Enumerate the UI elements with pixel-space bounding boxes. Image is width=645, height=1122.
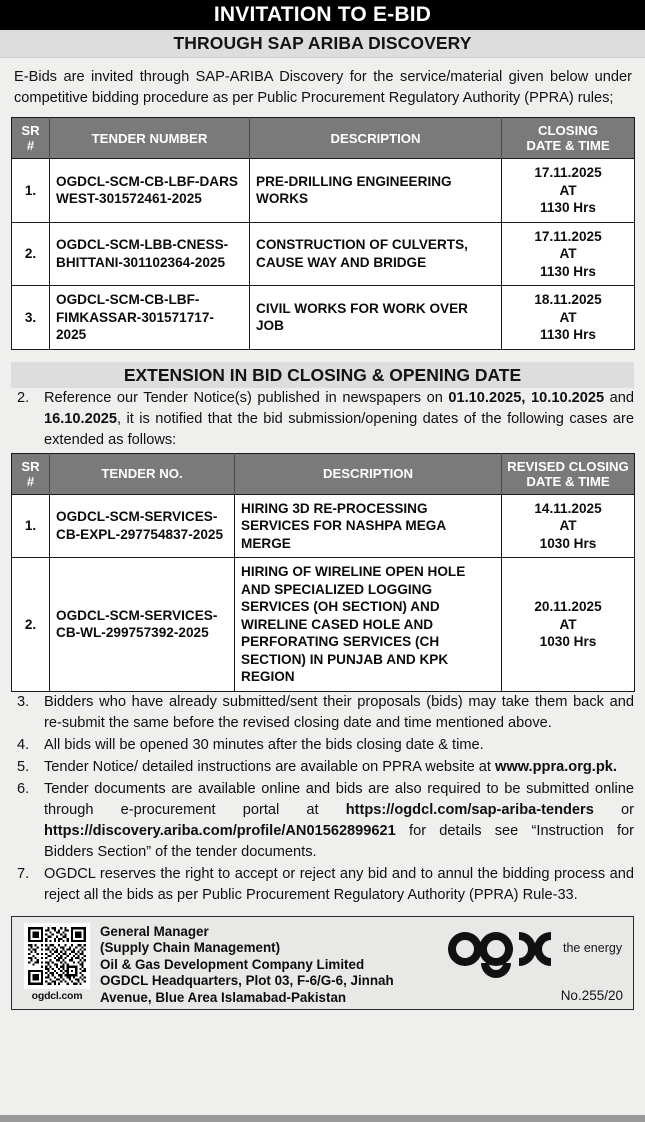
table-row — [12, 494, 635, 558]
list-item — [11, 757, 634, 778]
cell-sr: 1. — [12, 494, 50, 558]
qr-code-wrapper — [20, 923, 94, 1002]
table-row — [12, 159, 635, 223]
cell-tender-number: OGDCL-SCM-SERVICES-CB-EXPL-297754837-2025 — [50, 494, 235, 558]
table-header-row — [12, 118, 635, 159]
cell-tender-number: OGDCL-SCM-CB-LBF-FIMKASSAR-301571717-2025 — [50, 286, 250, 350]
address-line: Oil & Gas Development Company Limited — [100, 956, 365, 972]
ogdcl-portal-link[interactable]: https://ogdcl.com/sap-ariba-tenders — [345, 801, 594, 818]
cell-description: HIRING 3D RE-PROCESSING SERVICES FOR NASHPA MEGA MERGE — [235, 494, 502, 558]
address-line: Avenue, Blue Area Islamabad-Pakistan — [100, 989, 347, 1005]
list-item-text: Tender Notice/ detailed instructions are available on PPRA website at — [44, 758, 496, 775]
list-item-number: 2. — [17, 389, 30, 406]
cell-closing-date — [502, 286, 635, 350]
cell-closing-date — [502, 159, 635, 223]
tender-table-1-wrapper — [11, 117, 634, 350]
address-line: OGDCL Headquarters, Plot 03, F-6/G-6, Jinnah — [100, 973, 394, 988]
column-header-revised-closing-date — [502, 453, 635, 494]
ext-para-part1: Reference our Tender Notice(s) published in newspapers on — [44, 389, 449, 406]
column-header-sr — [12, 118, 50, 159]
list-item — [11, 692, 634, 734]
sr-line-1: SR — [21, 123, 40, 138]
closing-at-label: AT — [559, 246, 577, 261]
extension-note-list — [11, 388, 634, 451]
ogdcl-logo-icon — [443, 927, 561, 992]
address-line: General Manager — [100, 923, 209, 939]
tender-table-2 — [11, 453, 635, 692]
sr-line-1: SR — [21, 458, 40, 474]
revised-closing-line-2: DATE & TIME — [526, 473, 610, 489]
list-item-tail: for details see “Instruction for Bidders Section” of the tender documents. — [44, 822, 634, 860]
ext-date-3: 16.10.2025 — [44, 410, 118, 427]
list-item — [11, 735, 634, 756]
closing-time-value: 1030 Hrs — [539, 634, 597, 649]
table-row — [12, 222, 635, 286]
cell-sr: 2. — [12, 558, 50, 692]
page-subtitle: THROUGH SAP ARIBA DISCOVERY — [0, 30, 645, 58]
ariba-discovery-link[interactable]: https://discovery.ariba.com/profile/AN01562899621 — [44, 822, 396, 839]
list-item — [11, 864, 634, 906]
closing-date-value: 17.11.2025 — [534, 228, 602, 244]
closing-at-label: AT — [559, 309, 577, 325]
column-header-tender-number: TENDER NUMBER — [50, 118, 250, 159]
document-body — [0, 67, 645, 906]
closing-at-label: AT — [559, 518, 577, 533]
cell-description: CIVIL WORKS FOR WORK OVER JOB — [250, 286, 502, 350]
list-item-number: 3. — [17, 693, 30, 710]
cell-closing-date — [502, 222, 635, 286]
list-item-number: 6. — [17, 780, 30, 797]
list-item-text: Bidders who have already submitted/sent their proposals (bids) may take them back and re-submit the same before the revised closing date and time mentioned above. — [44, 693, 634, 731]
closing-date-value: 20.11.2025 — [534, 599, 602, 614]
qr-code-icon[interactable] — [24, 923, 90, 989]
bottom-strip — [0, 1115, 645, 1122]
address-line: (Supply Chain Management) — [100, 940, 281, 955]
column-header-sr — [12, 453, 50, 494]
list-item-text: All bids will be opened 30 minutes after the bids closing date & time. — [44, 736, 484, 753]
ogdcl-logo-zone — [435, 925, 625, 1005]
cell-sr: 2. — [12, 222, 50, 286]
notes-list — [11, 692, 634, 906]
list-item-mid: or — [593, 801, 634, 818]
table-row — [12, 558, 635, 692]
closing-time-value: 1130 Hrs — [540, 263, 596, 279]
list-item-text: Tender documents are available online and bids are also required to be submitted online through e-procurement portal at — [44, 780, 634, 818]
ext-date-2: 10.10.2025 — [531, 389, 605, 406]
extension-section-title: EXTENSION IN BID CLOSING & OPENING DATE — [11, 362, 634, 388]
tender-table-2-wrapper — [11, 453, 634, 692]
list-item — [11, 388, 634, 451]
table-row — [12, 286, 635, 350]
list-item-number: 5. — [17, 758, 30, 775]
issue-number: No.255/20 — [560, 987, 623, 1003]
cell-tender-number: OGDCL-SCM-CB-LBF-DARS WEST-301572461-2025 — [50, 159, 250, 223]
column-header-closing-date — [502, 118, 635, 159]
closing-time-value: 1130 Hrs — [540, 200, 596, 215]
intro-paragraph: E-Bids are invited through SAP-ARIBA Discovery for the service/material given below under competitive bidding procedure as per Public Procurement Regulatory Authority (PPRA) rules; — [14, 69, 632, 106]
closing-at-label: AT — [559, 616, 577, 632]
revised-closing-line-1: REVISED CLOSING — [507, 458, 629, 474]
list-item — [11, 779, 634, 863]
closing-date-value: 18.11.2025 — [534, 292, 602, 307]
sr-line-2: # — [26, 138, 35, 153]
closing-line-2: DATE & TIME — [526, 138, 610, 153]
cell-description: HIRING OF WIRELINE OPEN HOLE AND SPECIALIZED LOGGING SERVICES (OH SECTION) AND WIRELINE CASED HOLE AND PERFORATING SERVICES (CH SECTION) IN PUNJAB AND KPK REGION — [235, 558, 502, 692]
closing-at-label: AT — [559, 182, 577, 198]
column-header-tender-no: TENDER NO. — [50, 453, 235, 494]
cell-tender-number: OGDCL-SCM-SERVICES-CB-WL-299757392-2025 — [50, 558, 235, 692]
sr-line-2: # — [26, 473, 35, 489]
closing-date-value: 14.11.2025 — [534, 500, 602, 516]
closing-time-value: 1030 Hrs — [539, 535, 597, 551]
cell-description: CONSTRUCTION OF CULVERTS, CAUSE WAY AND BRIDGE — [250, 222, 502, 286]
page-title: INVITATION TO E-BID — [0, 0, 645, 30]
ppra-website-link[interactable]: www.ppra.org.pk. — [495, 758, 617, 775]
cell-revised-closing-date — [502, 494, 635, 558]
footer-block — [11, 916, 634, 1010]
closing-time-value: 1130 Hrs — [540, 327, 596, 342]
tender-table-1 — [11, 117, 635, 350]
qr-code-label: ogdcl.com — [31, 989, 83, 1002]
ext-date-1: 01.10.2025, — [448, 389, 526, 406]
column-header-description: DESCRIPTION — [250, 118, 502, 159]
cell-sr: 3. — [12, 286, 50, 350]
cell-revised-closing-date — [502, 558, 635, 692]
cell-sr: 1. — [12, 159, 50, 223]
list-item-number: 7. — [17, 865, 30, 882]
column-header-description: DESCRIPTION — [235, 453, 502, 494]
cell-tender-number: OGDCL-SCM-LBB-CNESS-BHITTANI-301102364-2025 — [50, 222, 250, 286]
list-item-text: OGDCL reserves the right to accept or reject any bid and to annul the bidding process and reject all the bids as per Public Procurement Regulatory Authority (PPRA) Rule-33. — [44, 865, 634, 903]
logo-tagline: the energy — [563, 940, 623, 955]
ext-para-part2: , it is notified that the bid submission/opening dates of the following cases are extended as follows: — [44, 410, 634, 448]
closing-date-value: 17.11.2025 — [534, 165, 602, 180]
closing-line-1: CLOSING — [537, 123, 599, 138]
cell-description: PRE-DRILLING ENGINEERING WORKS — [250, 159, 502, 223]
ext-para-and: and — [604, 389, 634, 406]
list-item-number: 4. — [17, 736, 30, 753]
table-header-row — [12, 453, 635, 494]
